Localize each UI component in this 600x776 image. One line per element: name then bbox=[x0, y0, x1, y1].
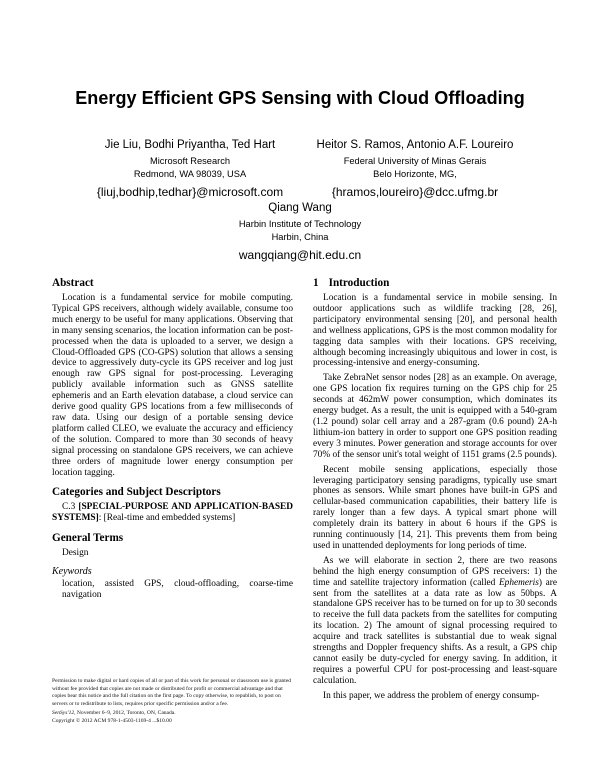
intro-paragraph-1: Location is a fundamental service in mobile sensing. In outdoor applications such as wildlife tracking [28, 26], participatory environmental sensing [20], and personal health and wellness applications, GPS is the most common modality for tagging data samples with their locations. GPS receiving, although becoming increasingly ubiquitous and lower in cost, is processing-intensive and energy-consuming. bbox=[313, 293, 557, 369]
author-block-harbin bbox=[200, 201, 400, 263]
keywords-text: location, assisted GPS, cloud-offloading, coarse-time navigation bbox=[62, 579, 293, 600]
intro-p4-part-a: As we will elaborate in section 2, there are two reasons behind the high energy consumption of GPS receivers: 1) the time and satellite trajectory information (called bbox=[313, 555, 557, 588]
categories-descriptor bbox=[52, 502, 293, 524]
conference-details: November 6–9, 2012, Toronto, ON, Canada. bbox=[76, 710, 176, 717]
author-names: Qiang Wang bbox=[268, 202, 332, 214]
author-affiliation: Federal University of Minas Gerais bbox=[343, 156, 487, 166]
intro-paragraph-3: Recent mobile sensing applications, especially those leveraging participatory sensing paradigms, typically use smart phones as sensors. While smart phones have built-in GPS and cellular-based communication capabilities, their battery life is rarely longer than a few days. A typical smart phone will completely drain its battery in about 6 hours if the GPS is running continuously [14, 21]. This prevents them from being used in unattended deployments for long periods of time. bbox=[313, 464, 557, 551]
author-address: Harbin, China bbox=[271, 232, 329, 242]
paper-title: Energy Efficient GPS Sensing with Cloud Offloading bbox=[75, 88, 525, 108]
permission-text: Permission to make digital or hard copies of all or part of this work for personal or classroom use is granted without fee provided that copies are not made or distributed for profit or commercial advantage and that copies bear this notice and the full citation on the first page. To copy otherwise, to republish, to post on servers or to redistribute to lists, requires prior specific permission and/or a fee. bbox=[52, 678, 292, 707]
author-address: Belo Horizonte, MG, bbox=[373, 169, 457, 179]
category-rest: : [Real-time and embedded systems] bbox=[98, 513, 236, 524]
conference-name: SenSys'12, bbox=[52, 710, 76, 717]
author-email: wangqiang@hit.edu.cn bbox=[238, 248, 362, 262]
general-terms-heading: General Terms bbox=[52, 532, 124, 545]
author-block-ufmg bbox=[300, 138, 530, 200]
categories-heading: Categories and Subject Descriptors bbox=[52, 486, 221, 499]
category-bold-text: [SPECIAL-PURPOSE AND APPLICATION-BASED SYSTEMS] bbox=[52, 502, 293, 524]
conference-line bbox=[52, 710, 293, 718]
intro-paragraph-2: Take ZebraNet sensor nodes [28] as an example. On average, one GPS location fix requires turning on the GPS chip for 25 seconds at 462mW power consumption, which dominates its energy budget. As a result, the unit is equipped with a 540-gram (1.2 pound) solar cell array and a 287-gram (0.6 pound) 2A-h lithium-ion battery in order to support one GPS position reading every 3 minutes. Power generation and storage accounts for over 70% of the sensor unit's total weight of 1151 grams (2.5 pounds). bbox=[313, 373, 557, 460]
right-column bbox=[313, 277, 557, 702]
intro-paragraph-5: In this paper, we address the problem of energy consump- bbox=[323, 690, 540, 701]
abstract-text: Location is a fundamental service for mobile computing. Typical GPS receivers, although widely available, consume too much energy to be useful for many applications. Observing that in many sensing scenarios, the location information can be post-processed when the data is uploaded to a server, we design a Cloud-Offloaded GPS (CO-GPS) solution that allows a sensing device to aggressively duty-cycle its GPS receiver and log just enough raw GPS signal for post-processing. Leveraging publicly available information such as GNSS satellite ephemeris and an Earth elevation database, a cloud service can derive good quality GPS locations from a few milliseconds of raw data. Using our design of a portable sensing device platform called CLEO, we evaluate the accuracy and efficiency of the solution. Compared to more than 30 seconds of heavy signal processing on standalone GPS receivers, we can achieve three orders of magnitude lower energy consumption per location tagging. bbox=[52, 293, 293, 478]
author-names: Jie Liu, Bodhi Priyantha, Ted Hart bbox=[104, 139, 276, 151]
section-title: Introduction bbox=[328, 277, 390, 289]
section-number: 1 bbox=[313, 277, 319, 289]
ephemeris-term: Ephemeris bbox=[498, 577, 539, 588]
author-names: Heitor S. Ramos, Antonio A.F. Loureiro bbox=[316, 139, 514, 151]
abstract-heading: Abstract bbox=[52, 277, 94, 289]
author-address: Redmond, WA 98039, USA bbox=[133, 169, 247, 179]
permission-footnote bbox=[52, 678, 293, 726]
keywords-heading: Keywords bbox=[52, 566, 92, 578]
author-affiliation: Harbin Institute of Technology bbox=[238, 219, 362, 229]
author-email: {liuj,bodhip,tedhar}@microsoft.com bbox=[96, 185, 284, 199]
copyright-line: Copyright © 2012 ACM 978-1-4503-1169-4 ...$10.00 bbox=[52, 717, 172, 724]
author-affiliation: Microsoft Research bbox=[149, 156, 231, 166]
general-terms-text: Design bbox=[62, 548, 89, 559]
intro-paragraph-4 bbox=[313, 556, 557, 687]
introduction-heading bbox=[313, 277, 557, 290]
intro-p4-part-b: ) are sent from the satellites at a data rate as low as 50bps. A standalone GPS receiver has to be turned on for up to 30 seconds to receive the full data packets from the satellites for computing its location. 2) The amount of signal processing required to acquire and track satellites is substantial due to weak signal strengths and Doppler frequency shifts. As a result, a GPS chip cannot easily be duty-cycled for energy saving. In addition, it requires a powerful CPU for post-processing and least-square calculation. bbox=[313, 577, 557, 686]
category-code: C.3 bbox=[62, 502, 76, 513]
author-block-microsoft bbox=[90, 138, 290, 200]
author-email: {hramos,loureiro}@dcc.ufmg.br bbox=[331, 185, 499, 199]
left-column bbox=[52, 277, 293, 601]
